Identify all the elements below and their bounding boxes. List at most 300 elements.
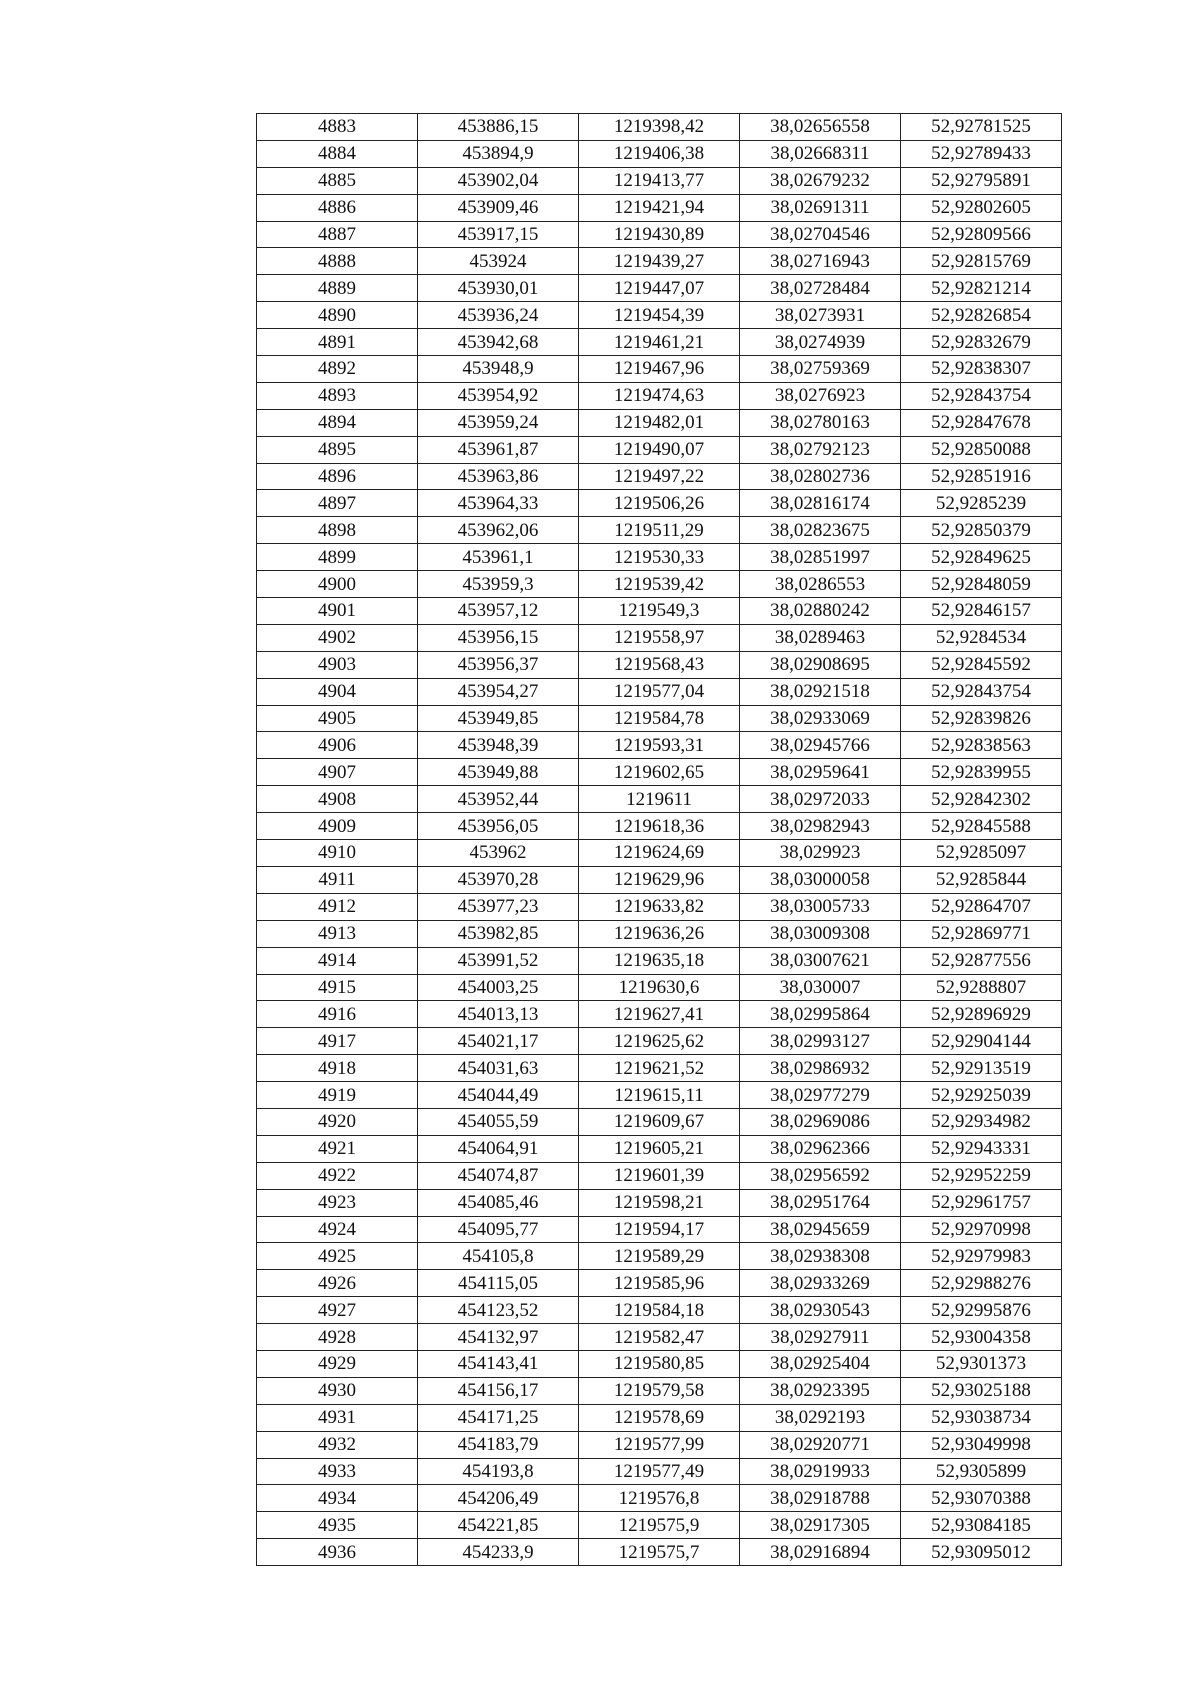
longitude-cell: 38,02962366 [740, 1135, 901, 1162]
latitude-cell: 52,92839826 [901, 705, 1062, 732]
table-row [257, 1189, 1062, 1216]
x-coordinate-cell: 453962,06 [418, 517, 579, 544]
longitude-cell: 38,02938308 [740, 1243, 901, 1270]
latitude-cell: 52,93084185 [901, 1512, 1062, 1539]
longitude-cell: 38,02986932 [740, 1055, 901, 1082]
point-number-cell: 4885 [257, 167, 418, 194]
y-coordinate-cell: 1219421,94 [579, 194, 740, 221]
y-coordinate-cell: 1219585,96 [579, 1270, 740, 1297]
latitude-cell: 52,92781525 [901, 114, 1062, 141]
table-row [257, 866, 1062, 893]
point-number-cell: 4930 [257, 1377, 418, 1404]
table-row [257, 1028, 1062, 1055]
y-coordinate-cell: 1219575,9 [579, 1512, 740, 1539]
point-number-cell: 4892 [257, 356, 418, 383]
x-coordinate-cell: 454193,8 [418, 1458, 579, 1485]
longitude-cell: 38,02759369 [740, 356, 901, 383]
table-row [257, 409, 1062, 436]
table-row [257, 167, 1062, 194]
y-coordinate-cell: 1219447,07 [579, 275, 740, 302]
table-row [257, 1055, 1062, 1082]
x-coordinate-cell: 453952,44 [418, 786, 579, 813]
longitude-cell: 38,02656558 [740, 114, 901, 141]
longitude-cell: 38,02691311 [740, 194, 901, 221]
latitude-cell: 52,92904144 [901, 1028, 1062, 1055]
x-coordinate-cell: 453948,39 [418, 732, 579, 759]
y-coordinate-cell: 1219611 [579, 786, 740, 813]
y-coordinate-cell: 1219621,52 [579, 1055, 740, 1082]
x-coordinate-cell: 453959,3 [418, 571, 579, 598]
x-coordinate-cell: 453909,46 [418, 194, 579, 221]
longitude-cell: 38,02668311 [740, 140, 901, 167]
longitude-cell: 38,0274939 [740, 329, 901, 356]
latitude-cell: 52,9305899 [901, 1458, 1062, 1485]
x-coordinate-cell: 454123,52 [418, 1297, 579, 1324]
x-coordinate-cell: 453956,05 [418, 813, 579, 840]
longitude-cell: 38,02823675 [740, 517, 901, 544]
table-row [257, 1404, 1062, 1431]
point-number-cell: 4924 [257, 1216, 418, 1243]
point-number-cell: 4929 [257, 1350, 418, 1377]
x-coordinate-cell: 454074,87 [418, 1162, 579, 1189]
point-number-cell: 4904 [257, 678, 418, 705]
point-number-cell: 4883 [257, 114, 418, 141]
table-row [257, 463, 1062, 490]
y-coordinate-cell: 1219629,96 [579, 866, 740, 893]
latitude-cell: 52,93004358 [901, 1324, 1062, 1351]
x-coordinate-cell: 453886,15 [418, 114, 579, 141]
x-coordinate-cell: 454044,49 [418, 1082, 579, 1109]
latitude-cell: 52,93049998 [901, 1431, 1062, 1458]
latitude-cell: 52,92846157 [901, 598, 1062, 625]
y-coordinate-cell: 1219490,07 [579, 436, 740, 463]
point-number-cell: 4895 [257, 436, 418, 463]
x-coordinate-cell: 453963,86 [418, 463, 579, 490]
table-row [257, 1297, 1062, 1324]
longitude-cell: 38,02920771 [740, 1431, 901, 1458]
longitude-cell: 38,02977279 [740, 1082, 901, 1109]
x-coordinate-cell: 454064,91 [418, 1135, 579, 1162]
point-number-cell: 4901 [257, 598, 418, 625]
point-number-cell: 4902 [257, 624, 418, 651]
latitude-cell: 52,92850088 [901, 436, 1062, 463]
point-number-cell: 4915 [257, 974, 418, 1001]
x-coordinate-cell: 453949,85 [418, 705, 579, 732]
y-coordinate-cell: 1219635,18 [579, 947, 740, 974]
x-coordinate-cell: 453894,9 [418, 140, 579, 167]
latitude-cell: 52,9301373 [901, 1350, 1062, 1377]
longitude-cell: 38,0273931 [740, 302, 901, 329]
longitude-cell: 38,02925404 [740, 1350, 901, 1377]
x-coordinate-cell: 454085,46 [418, 1189, 579, 1216]
latitude-cell: 52,92843754 [901, 382, 1062, 409]
x-coordinate-cell: 454031,63 [418, 1055, 579, 1082]
table-row [257, 813, 1062, 840]
latitude-cell: 52,92851916 [901, 463, 1062, 490]
y-coordinate-cell: 1219497,22 [579, 463, 740, 490]
y-coordinate-cell: 1219627,41 [579, 1001, 740, 1028]
point-number-cell: 4932 [257, 1431, 418, 1458]
longitude-cell: 38,02956592 [740, 1162, 901, 1189]
point-number-cell: 4926 [257, 1270, 418, 1297]
longitude-cell: 38,02993127 [740, 1028, 901, 1055]
y-coordinate-cell: 1219430,89 [579, 221, 740, 248]
latitude-cell: 52,9284534 [901, 624, 1062, 651]
latitude-cell: 52,92826854 [901, 302, 1062, 329]
point-number-cell: 4919 [257, 1082, 418, 1109]
y-coordinate-cell: 1219625,62 [579, 1028, 740, 1055]
latitude-cell: 52,9285097 [901, 840, 1062, 867]
x-coordinate-cell: 454055,59 [418, 1108, 579, 1135]
y-coordinate-cell: 1219461,21 [579, 329, 740, 356]
latitude-cell: 52,92995876 [901, 1297, 1062, 1324]
point-number-cell: 4925 [257, 1243, 418, 1270]
latitude-cell: 52,92832679 [901, 329, 1062, 356]
longitude-cell: 38,0286553 [740, 571, 901, 598]
latitude-cell: 52,9285239 [901, 490, 1062, 517]
longitude-cell: 38,02780163 [740, 409, 901, 436]
x-coordinate-cell: 453961,1 [418, 544, 579, 571]
latitude-cell: 52,92845592 [901, 651, 1062, 678]
y-coordinate-cell: 1219609,67 [579, 1108, 740, 1135]
y-coordinate-cell: 1219589,29 [579, 1243, 740, 1270]
table-row [257, 920, 1062, 947]
table-row [257, 893, 1062, 920]
point-number-cell: 4886 [257, 194, 418, 221]
latitude-cell: 52,92838307 [901, 356, 1062, 383]
y-coordinate-cell: 1219568,43 [579, 651, 740, 678]
y-coordinate-cell: 1219618,36 [579, 813, 740, 840]
y-coordinate-cell: 1219593,31 [579, 732, 740, 759]
point-number-cell: 4935 [257, 1512, 418, 1539]
point-number-cell: 4916 [257, 1001, 418, 1028]
latitude-cell: 52,92877556 [901, 947, 1062, 974]
x-coordinate-cell: 453917,15 [418, 221, 579, 248]
table-row [257, 1539, 1062, 1566]
y-coordinate-cell: 1219530,33 [579, 544, 740, 571]
point-number-cell: 4917 [257, 1028, 418, 1055]
x-coordinate-cell: 454003,25 [418, 974, 579, 1001]
point-number-cell: 4931 [257, 1404, 418, 1431]
latitude-cell: 52,92802605 [901, 194, 1062, 221]
latitude-cell: 52,92952259 [901, 1162, 1062, 1189]
x-coordinate-cell: 453964,33 [418, 490, 579, 517]
table-row [257, 571, 1062, 598]
y-coordinate-cell: 1219558,97 [579, 624, 740, 651]
latitude-cell: 52,92988276 [901, 1270, 1062, 1297]
table-row [257, 1135, 1062, 1162]
longitude-cell: 38,02802736 [740, 463, 901, 490]
latitude-cell: 52,92821214 [901, 275, 1062, 302]
longitude-cell: 38,02995864 [740, 1001, 901, 1028]
table-row [257, 1243, 1062, 1270]
point-number-cell: 4903 [257, 651, 418, 678]
latitude-cell: 52,92850379 [901, 517, 1062, 544]
table-row [257, 382, 1062, 409]
x-coordinate-cell: 453961,87 [418, 436, 579, 463]
longitude-cell: 38,02728484 [740, 275, 901, 302]
x-coordinate-cell: 453977,23 [418, 893, 579, 920]
x-coordinate-cell: 454095,77 [418, 1216, 579, 1243]
x-coordinate-cell: 454105,8 [418, 1243, 579, 1270]
latitude-cell: 52,92847678 [901, 409, 1062, 436]
latitude-cell: 52,92795891 [901, 167, 1062, 194]
longitude-cell: 38,0292193 [740, 1404, 901, 1431]
point-number-cell: 4888 [257, 248, 418, 275]
x-coordinate-cell: 454143,41 [418, 1350, 579, 1377]
point-number-cell: 4889 [257, 275, 418, 302]
y-coordinate-cell: 1219624,69 [579, 840, 740, 867]
table-row [257, 436, 1062, 463]
latitude-cell: 52,92789433 [901, 140, 1062, 167]
x-coordinate-cell: 453948,9 [418, 356, 579, 383]
point-number-cell: 4912 [257, 893, 418, 920]
x-coordinate-cell: 454206,49 [418, 1485, 579, 1512]
longitude-cell: 38,02704546 [740, 221, 901, 248]
longitude-cell: 38,02679232 [740, 167, 901, 194]
table-row [257, 705, 1062, 732]
table-row [257, 974, 1062, 1001]
y-coordinate-cell: 1219398,42 [579, 114, 740, 141]
table-row [257, 544, 1062, 571]
x-coordinate-cell: 454171,25 [418, 1404, 579, 1431]
longitude-cell: 38,02959641 [740, 759, 901, 786]
table-row [257, 248, 1062, 275]
point-number-cell: 4900 [257, 571, 418, 598]
y-coordinate-cell: 1219594,17 [579, 1216, 740, 1243]
y-coordinate-cell: 1219413,77 [579, 167, 740, 194]
x-coordinate-cell: 453924 [418, 248, 579, 275]
y-coordinate-cell: 1219633,82 [579, 893, 740, 920]
longitude-cell: 38,030007 [740, 974, 901, 1001]
x-coordinate-cell: 454156,17 [418, 1377, 579, 1404]
point-number-cell: 4906 [257, 732, 418, 759]
table-row [257, 1377, 1062, 1404]
x-coordinate-cell: 453930,01 [418, 275, 579, 302]
y-coordinate-cell: 1219577,99 [579, 1431, 740, 1458]
longitude-cell: 38,03007621 [740, 947, 901, 974]
point-number-cell: 4909 [257, 813, 418, 840]
y-coordinate-cell: 1219577,04 [579, 678, 740, 705]
x-coordinate-cell: 453902,04 [418, 167, 579, 194]
latitude-cell: 52,93025188 [901, 1377, 1062, 1404]
x-coordinate-cell: 454021,17 [418, 1028, 579, 1055]
latitude-cell: 52,92815769 [901, 248, 1062, 275]
latitude-cell: 52,92943331 [901, 1135, 1062, 1162]
point-number-cell: 4922 [257, 1162, 418, 1189]
x-coordinate-cell: 453962 [418, 840, 579, 867]
latitude-cell: 52,93095012 [901, 1539, 1062, 1566]
x-coordinate-cell: 453936,24 [418, 302, 579, 329]
longitude-cell: 38,03005733 [740, 893, 901, 920]
y-coordinate-cell: 1219474,63 [579, 382, 740, 409]
y-coordinate-cell: 1219602,65 [579, 759, 740, 786]
y-coordinate-cell: 1219601,39 [579, 1162, 740, 1189]
table-row [257, 1270, 1062, 1297]
table-row [257, 517, 1062, 544]
x-coordinate-cell: 453942,68 [418, 329, 579, 356]
latitude-cell: 52,92864707 [901, 893, 1062, 920]
point-number-cell: 4891 [257, 329, 418, 356]
x-coordinate-cell: 454115,05 [418, 1270, 579, 1297]
table-row [257, 947, 1062, 974]
y-coordinate-cell: 1219539,42 [579, 571, 740, 598]
table-row [257, 598, 1062, 625]
x-coordinate-cell: 453970,28 [418, 866, 579, 893]
table-row [257, 1001, 1062, 1028]
longitude-cell: 38,02972033 [740, 786, 901, 813]
latitude-cell: 52,9285844 [901, 866, 1062, 893]
y-coordinate-cell: 1219549,3 [579, 598, 740, 625]
point-number-cell: 4928 [257, 1324, 418, 1351]
coordinate-table [256, 113, 1062, 1566]
point-number-cell: 4884 [257, 140, 418, 167]
table-row [257, 840, 1062, 867]
point-number-cell: 4897 [257, 490, 418, 517]
table-row [257, 1485, 1062, 1512]
x-coordinate-cell: 454233,9 [418, 1539, 579, 1566]
table-row [257, 1431, 1062, 1458]
table-row [257, 329, 1062, 356]
latitude-cell: 52,93038734 [901, 1404, 1062, 1431]
latitude-cell: 52,92838563 [901, 732, 1062, 759]
y-coordinate-cell: 1219605,21 [579, 1135, 740, 1162]
table-row [257, 194, 1062, 221]
longitude-cell: 38,02851997 [740, 544, 901, 571]
table-row [257, 624, 1062, 651]
table-row [257, 678, 1062, 705]
point-number-cell: 4921 [257, 1135, 418, 1162]
point-number-cell: 4905 [257, 705, 418, 732]
table-row [257, 759, 1062, 786]
latitude-cell: 52,92869771 [901, 920, 1062, 947]
latitude-cell: 52,92843754 [901, 678, 1062, 705]
longitude-cell: 38,02933069 [740, 705, 901, 732]
table-row [257, 1458, 1062, 1485]
y-coordinate-cell: 1219630,6 [579, 974, 740, 1001]
y-coordinate-cell: 1219575,7 [579, 1539, 740, 1566]
table-row [257, 786, 1062, 813]
y-coordinate-cell: 1219579,58 [579, 1377, 740, 1404]
x-coordinate-cell: 453959,24 [418, 409, 579, 436]
y-coordinate-cell: 1219598,21 [579, 1189, 740, 1216]
point-number-cell: 4911 [257, 866, 418, 893]
point-number-cell: 4887 [257, 221, 418, 248]
x-coordinate-cell: 454013,13 [418, 1001, 579, 1028]
point-number-cell: 4927 [257, 1297, 418, 1324]
table-row [257, 140, 1062, 167]
latitude-cell: 52,92842302 [901, 786, 1062, 813]
y-coordinate-cell: 1219576,8 [579, 1485, 740, 1512]
longitude-cell: 38,02969086 [740, 1108, 901, 1135]
longitude-cell: 38,02930543 [740, 1297, 901, 1324]
table-row [257, 651, 1062, 678]
longitude-cell: 38,02918788 [740, 1485, 901, 1512]
longitude-cell: 38,02816174 [740, 490, 901, 517]
point-number-cell: 4890 [257, 302, 418, 329]
point-number-cell: 4910 [257, 840, 418, 867]
x-coordinate-cell: 453991,52 [418, 947, 579, 974]
x-coordinate-cell: 454221,85 [418, 1512, 579, 1539]
y-coordinate-cell: 1219439,27 [579, 248, 740, 275]
point-number-cell: 4896 [257, 463, 418, 490]
latitude-cell: 52,9288807 [901, 974, 1062, 1001]
table-row [257, 1216, 1062, 1243]
latitude-cell: 52,92934982 [901, 1108, 1062, 1135]
longitude-cell: 38,03000058 [740, 866, 901, 893]
point-number-cell: 4933 [257, 1458, 418, 1485]
table-row [257, 114, 1062, 141]
latitude-cell: 52,92979983 [901, 1243, 1062, 1270]
longitude-cell: 38,02716943 [740, 248, 901, 275]
longitude-cell: 38,02792123 [740, 436, 901, 463]
longitude-cell: 38,02919933 [740, 1458, 901, 1485]
longitude-cell: 38,02908695 [740, 651, 901, 678]
latitude-cell: 52,92896929 [901, 1001, 1062, 1028]
x-coordinate-cell: 453954,92 [418, 382, 579, 409]
table-row [257, 356, 1062, 383]
latitude-cell: 52,92925039 [901, 1082, 1062, 1109]
y-coordinate-cell: 1219584,78 [579, 705, 740, 732]
longitude-cell: 38,02916894 [740, 1539, 901, 1566]
y-coordinate-cell: 1219511,29 [579, 517, 740, 544]
point-number-cell: 4894 [257, 409, 418, 436]
point-number-cell: 4908 [257, 786, 418, 813]
latitude-cell: 52,93070388 [901, 1485, 1062, 1512]
longitude-cell: 38,02933269 [740, 1270, 901, 1297]
latitude-cell: 52,92839955 [901, 759, 1062, 786]
x-coordinate-cell: 453954,27 [418, 678, 579, 705]
y-coordinate-cell: 1219482,01 [579, 409, 740, 436]
y-coordinate-cell: 1219506,26 [579, 490, 740, 517]
y-coordinate-cell: 1219406,38 [579, 140, 740, 167]
y-coordinate-cell: 1219454,39 [579, 302, 740, 329]
latitude-cell: 52,92961757 [901, 1189, 1062, 1216]
y-coordinate-cell: 1219578,69 [579, 1404, 740, 1431]
table-row [257, 1324, 1062, 1351]
table-row [257, 221, 1062, 248]
point-number-cell: 4913 [257, 920, 418, 947]
y-coordinate-cell: 1219584,18 [579, 1297, 740, 1324]
table-row [257, 302, 1062, 329]
longitude-cell: 38,02917305 [740, 1512, 901, 1539]
x-coordinate-cell: 453982,85 [418, 920, 579, 947]
table-row [257, 275, 1062, 302]
coordinate-table-page [256, 113, 1062, 1566]
x-coordinate-cell: 453956,37 [418, 651, 579, 678]
y-coordinate-cell: 1219582,47 [579, 1324, 740, 1351]
longitude-cell: 38,02945659 [740, 1216, 901, 1243]
x-coordinate-cell: 453957,12 [418, 598, 579, 625]
longitude-cell: 38,0289463 [740, 624, 901, 651]
point-number-cell: 4893 [257, 382, 418, 409]
longitude-cell: 38,03009308 [740, 920, 901, 947]
longitude-cell: 38,02880242 [740, 598, 901, 625]
y-coordinate-cell: 1219577,49 [579, 1458, 740, 1485]
table-row [257, 490, 1062, 517]
longitude-cell: 38,02927911 [740, 1324, 901, 1351]
point-number-cell: 4907 [257, 759, 418, 786]
longitude-cell: 38,02923395 [740, 1377, 901, 1404]
table-row [257, 1108, 1062, 1135]
point-number-cell: 4934 [257, 1485, 418, 1512]
longitude-cell: 38,02982943 [740, 813, 901, 840]
longitude-cell: 38,0276923 [740, 382, 901, 409]
table-row [257, 1082, 1062, 1109]
longitude-cell: 38,02921518 [740, 678, 901, 705]
y-coordinate-cell: 1219636,26 [579, 920, 740, 947]
latitude-cell: 52,92849625 [901, 544, 1062, 571]
